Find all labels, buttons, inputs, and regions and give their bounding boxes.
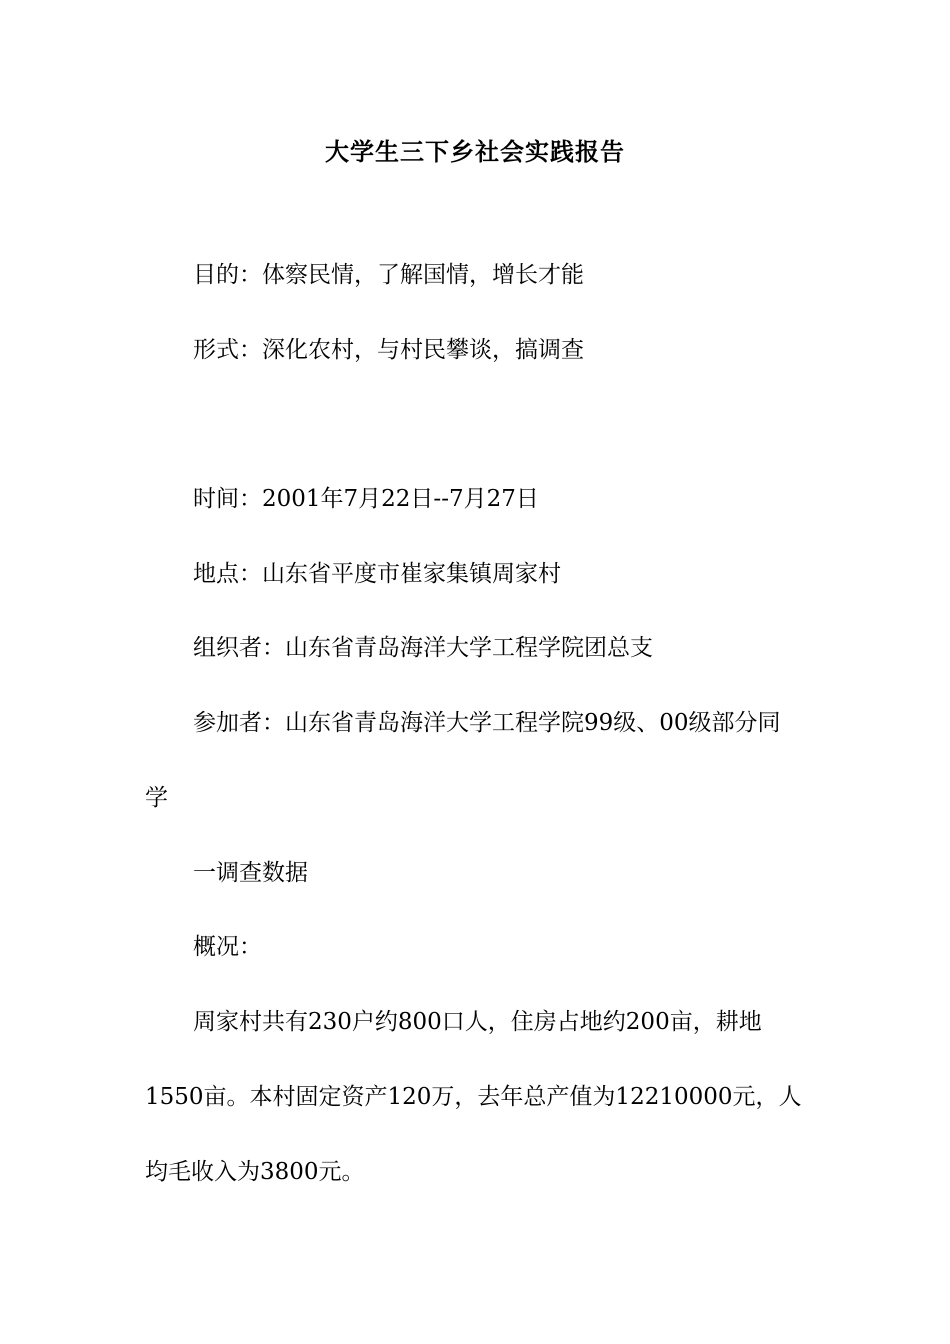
participants-line-1: 参加者：山东省青岛海洋大学工程学院99级、00级部分同 <box>193 710 781 736</box>
overview-paragraph-line-2: 1550亩。本村固定资产120万，去年总产值为12210000元，人 <box>145 1084 802 1110</box>
participants-line-2: 学 <box>145 785 168 811</box>
overview-paragraph-line-3: 均毛收入为3800元。 <box>145 1159 365 1185</box>
location-line: 地点：山东省平度市崔家集镇周家村 <box>193 561 561 587</box>
overview-paragraph-line-1: 周家村共有230户约800口人，住房占地约200亩，耕地 <box>193 1009 762 1035</box>
overview-label: 概况： <box>193 934 262 960</box>
form-line: 形式：深化农村，与村民攀谈，搞调查 <box>193 337 584 363</box>
time-line: 时间：2001年7月22日--7月27日 <box>193 486 539 512</box>
organizer-line: 组织者：山东省青岛海洋大学工程学院团总支 <box>193 635 653 661</box>
document-title: 大学生三下乡社会实践报告 <box>325 138 625 166</box>
section-heading: 一调查数据 <box>193 860 308 886</box>
purpose-line: 目的：体察民情，了解国情，增长才能 <box>193 262 584 288</box>
